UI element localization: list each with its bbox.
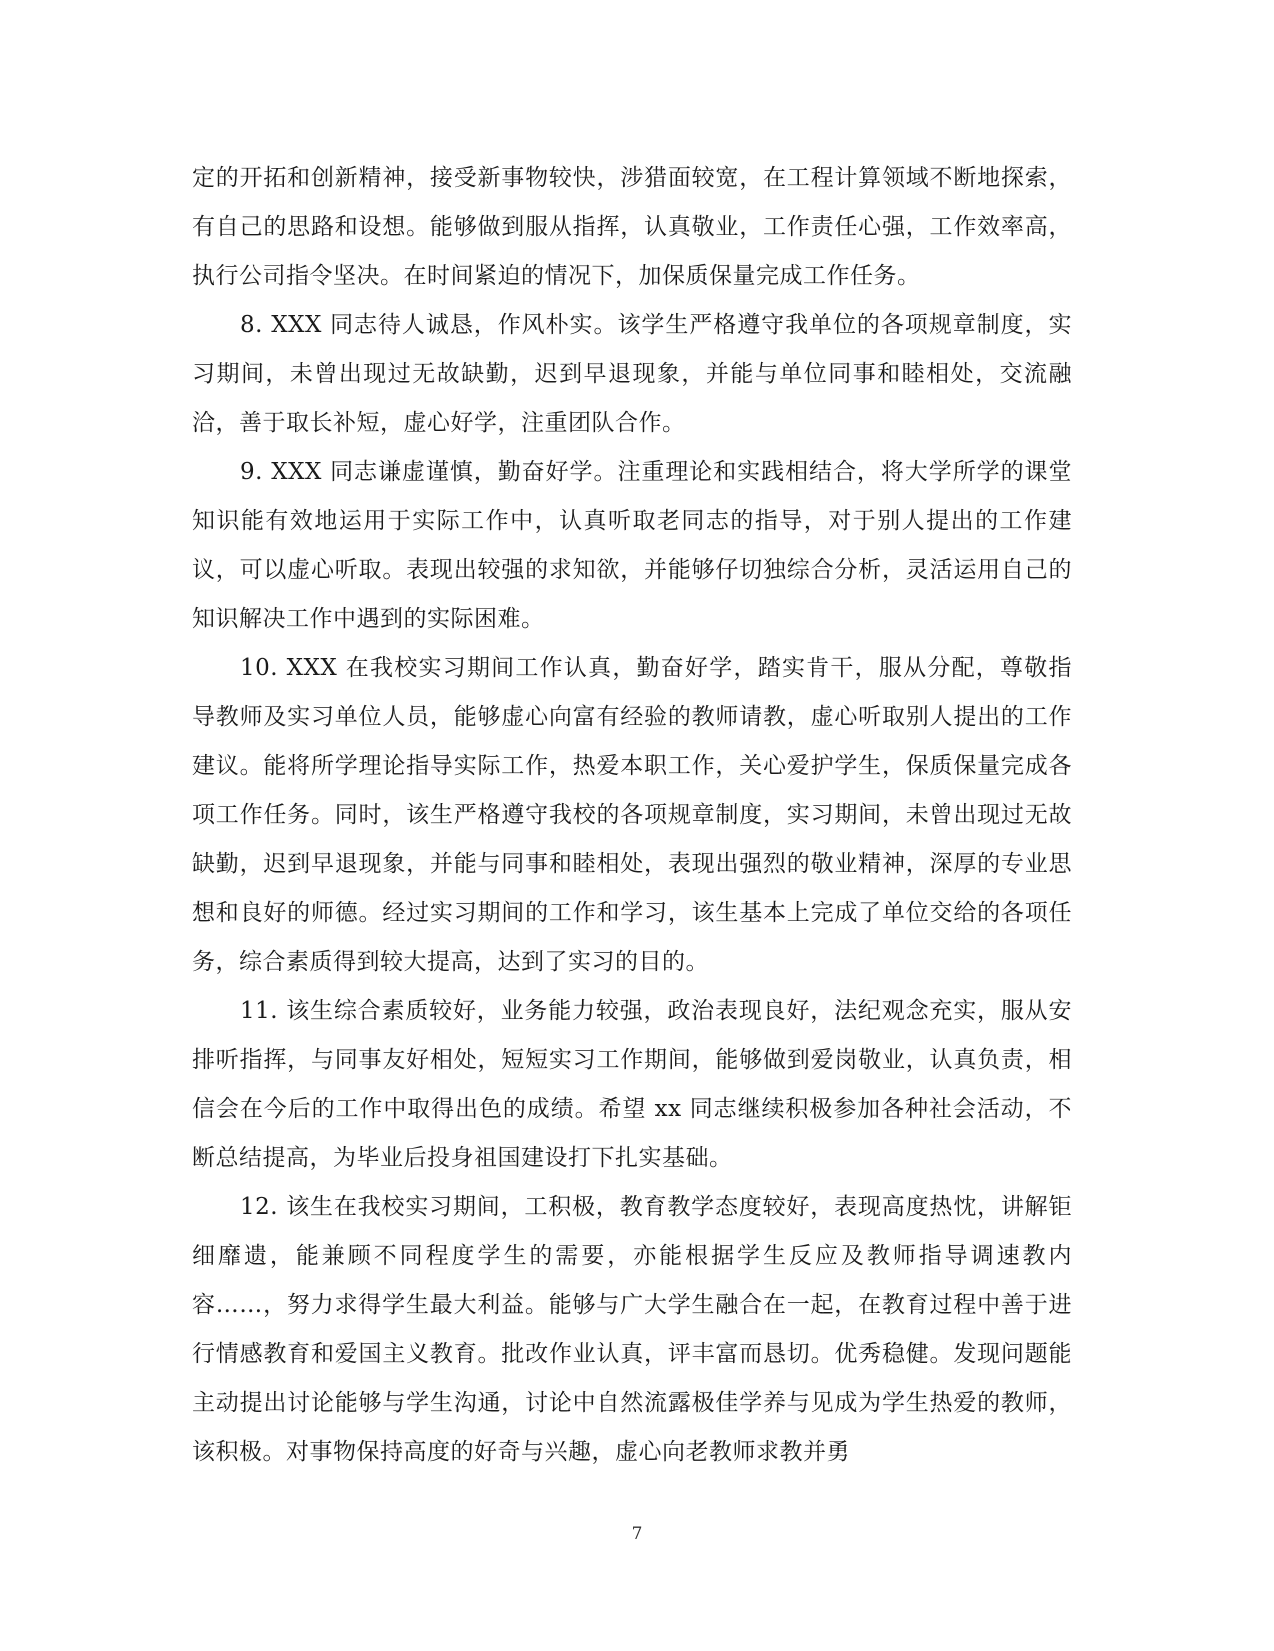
paragraph-item-8: 8. XXX 同志待人诚恳，作风朴实。该学生严格遵守我单位的各项规章制度，实习期间，未曾出现过无故缺勤，迟到早退现象，并能与单位同事和睦相处，交流融洽，善于取长补短，虚心好学，注重团队合作。 [192,312,1072,436]
paragraph-item-9: 9. XXX 同志谦虚谨慎，勤奋好学。注重理论和实践相结合，将大学所学的课堂知识能有效地运用于实际工作中，认真听取老同志的指导，对于别人提出的工作建议，可以虚心听取。表现出较强的求知欲，并能够仔切独综合分析，灵活运用自己的知识解决工作中遇到的实际困难。 [192,459,1072,632]
paragraph-item-10: 10. XXX 在我校实习期间工作认真，勤奋好学，踏实肯干，服从分配，尊敬指导教师及实习单位人员，能够虚心向富有经验的教师请教，虚心听取别人提出的工作建议。能将所学理论指导实际工作，热爱本职工作，关心爱护学生，保质保量完成各项工作任务。同时，该生严格遵守我校的各项规章制度，实习期间，未曾出现过无故缺勤，迟到早退现象，并能与同事和睦相处，表现出强烈的敬业精神，深厚的专业思想和良好的师德。经过实习期间的工作和学习，该生基本上完成了单位交给的各项任务，综合素质得到较大提高，达到了实习的目的。 [192,655,1072,975]
paragraph-continuation: 定的开拓和创新精神，接受新事物较快，涉猎面较宽，在工程计算领域不断地探索，有自己的思路和设想。能够做到服从指挥，认真敬业，工作责任心强，工作效率高，执行公司指令坚决。在时间紧迫的情况下，加保质保量完成工作任务。 [192,165,1072,289]
body-text [192,154,1072,1477]
paragraph-item-12: 12. 该生在我校实习期间，工积极，教育教学态度较好，表现高度热忱，讲解钜细靡遗，能兼顾不同程度学生的需要，亦能根据学生反应及教师指导调速教内容……，努力求得学生最大利益。能够与广大学生融合在一起，在教育过程中善于进行情感教育和爱国主义教育。批改作业认真，评丰富而恳切。优秀稳健。发现问题能主动提出讨论能够与学生沟通，讨论中自然流露极佳学养与见成为学生热爱的教师，该积极。对事物保持高度的好奇与兴趣，虚心向老教师求教并勇 [192,1194,1072,1465]
page-number: 7 [631,1524,643,1544]
paragraph-item-11: 11. 该生综合素质较好，业务能力较强，政治表现良好，法纪观念充实，服从安排听指挥，与同事友好相处，短短实习工作期间，能够做到爱岗敬业，认真负责，相信会在今后的工作中取得出色的成绩。希望 xx 同志继续积极参加各种社会活动，不断总结提高，为毕业后投身祖国建设打下扎实基础。 [192,998,1072,1171]
